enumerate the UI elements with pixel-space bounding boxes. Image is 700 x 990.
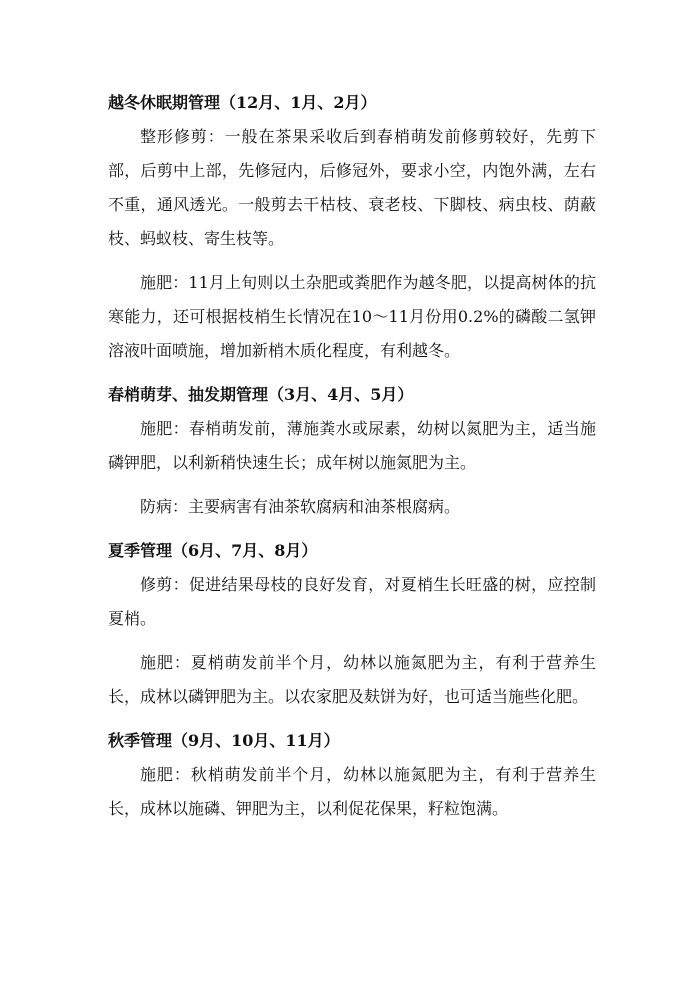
paragraph-fertilizing-summer: 施肥：夏梢萌发前半个月，幼林以施氮肥为主，有利于营养生长，成林以磷钾肥为主。以农家肥及麸饼为好，也可适当施些化肥。 xyxy=(108,653,596,706)
paragraph-fertilizing-spring: 施肥：春梢萌发前，薄施粪水或尿素，幼树以氮肥为主，适当施磷钾肥，以利新稍快速生长；成年树以施氮肥为主。 xyxy=(108,419,596,472)
section-title-autumn: 秋季管理（9月、10月、11月） xyxy=(108,731,340,750)
paragraph-disease-spring: 防病：主要病害有油茶软腐病和油茶根腐病。 xyxy=(140,497,461,516)
section-title-spring: 春梢萌芽、抽发期管理（3月、4月、5月） xyxy=(108,385,414,404)
paragraph-fertilizing-autumn: 施肥：秋梢萌发前半个月，幼林以施氮肥为主，有利于营养生长，成林以施磷、钾肥为主，以利促花保果，籽粒饱满。 xyxy=(108,765,596,818)
paragraph-pruning-winter: 整形修剪：一般在茶果采收后到春梢萌发前修剪较好，先剪下部，后剪中上部，先修冠内，后修冠外，要求小空，内饱外满，左右不重，通风透光。一般剪去干枯枝、衰老枝、下脚枝、病虫枝、荫蔽枝、蚂蚁枝、寄生枝等。 xyxy=(108,127,596,248)
section-title-winter: 越冬休眠期管理（12月、1月、2月） xyxy=(108,93,377,112)
paragraph-pruning-summer: 修剪：促进结果母枝的良好发育，对夏梢生长旺盛的树，应控制夏梢。 xyxy=(108,575,596,628)
paragraph-fertilizing-winter: 施肥：11月上旬则以土杂肥或粪肥作为越冬肥，以提高树体的抗寒能力，还可根据枝梢生长情况在10～11月份用0.2%的磷酸二氢钾溶液叶面喷施，增加新梢木质化程度，有利越冬。 xyxy=(108,273,596,360)
section-title-summer: 夏季管理（6月、7月、8月） xyxy=(108,541,318,560)
